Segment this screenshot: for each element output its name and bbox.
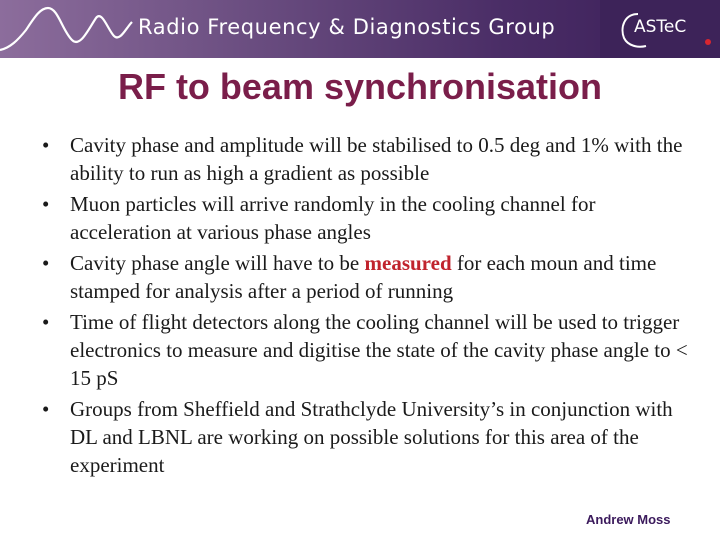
bullet-item xyxy=(42,249,692,305)
bullet-dot-icon: • xyxy=(42,133,50,157)
bullet-dot-icon: • xyxy=(42,397,50,421)
group-name: Radio Frequency & Diagnostics Group xyxy=(138,15,556,39)
bullet-text: Muon particles will arrive randomly in the cooling channel for acceleration at various phase angles xyxy=(70,192,596,244)
bullet-dot-icon: • xyxy=(42,251,50,275)
bullet-dot-icon: • xyxy=(42,192,50,216)
bullet-text: Time of flight detectors along the cooling channel will be used to trigger electronics to measure and digitise the state of the cavity phase angle to < 15 pS xyxy=(70,310,688,390)
rf-wave-icon xyxy=(0,0,140,58)
bullet-text: Cavity phase and amplitude will be stabilised to 0.5 deg and 1% with the ability to run as high a gradient as possible xyxy=(70,133,683,185)
footer-author: Andrew Moss xyxy=(586,512,671,527)
bullet-item xyxy=(42,308,692,392)
bullet-item xyxy=(42,395,692,479)
header-banner xyxy=(0,0,720,58)
bullet-item xyxy=(42,190,692,246)
bullet-emphasis: measured xyxy=(364,251,452,275)
bullet-dot-icon: • xyxy=(42,310,50,334)
bullet-item xyxy=(42,131,692,187)
slide-title: RF to beam synchronisation xyxy=(117,66,603,107)
bullet-text-after: for each moun and time stamped for analysis after a period of running xyxy=(70,251,657,303)
bullet-list xyxy=(42,131,692,482)
logo-text: ASTeC xyxy=(634,17,687,37)
bullet-text-before: Cavity phase angle will have to be xyxy=(70,251,365,275)
bullet-text: Groups from Sheffield and Strathclyde University’s in conjunction with DL and LBNL are working on possible solutions for this area of the experiment xyxy=(70,397,673,477)
